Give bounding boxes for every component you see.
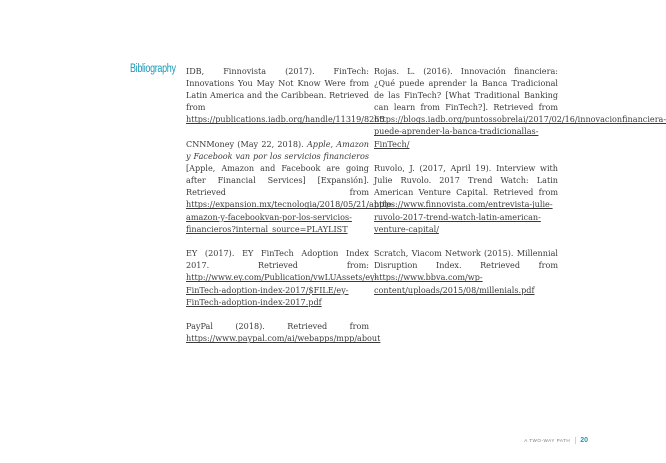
reference-link[interactable]: https://blogs.iadb.org/puntossobrelai/2017/02/16/innovacionfinanciera-puede-aprender-la-banca-tradicionallas-FinTech/	[374, 114, 666, 149]
section-heading: Bibliography	[130, 63, 176, 75]
reference-text: Scratch, Viacom Network (2015). Millennial Disruption Index. Retrieved from	[374, 248, 558, 271]
reference-entry	[374, 162, 558, 235]
reference-link[interactable]: https://expansion.mx/tecnologia/2018/05/21/apple-amazon-y-facebookvan-por-los-servicios-financieros?internal_source=PLAYLIST	[186, 199, 395, 234]
reference-entry	[186, 65, 385, 125]
page-footer	[524, 437, 588, 444]
reference-entry	[186, 320, 381, 344]
reference-link[interactable]: https://www.paypal.com/ai/webapps/mpp/about	[186, 333, 381, 344]
reference-title: Apple, Amazon y Facebook van por los servicios financieros	[186, 138, 369, 162]
reference-entry	[186, 138, 395, 235]
reference-text: IDB, Finnovista (2017). FinTech: Innovations You May Not Know Were from Latin America and the Caribbean. Retrieved from	[186, 66, 369, 113]
reference-text: [Apple, Amazon and Facebook are going after Financial Services] [Expansión]. Retrieved from	[186, 163, 369, 198]
bibliography-left-column	[186, 65, 395, 357]
reference-text: Rojas. L. (2016). Innovación financiera: ¿Qué puede aprender la Banca Tradicional de las FinTech? [What Traditional Banking can learn from FinTech?]. Retrieved from	[374, 66, 558, 113]
reference-text: EY (2017). EY FinTech Adoption Index 2017. Retrieved from:	[186, 248, 369, 271]
reference-entry	[186, 247, 378, 307]
reference-entry	[374, 247, 558, 295]
footer-label: A TWO-WAY PATH	[524, 438, 571, 443]
reference-link[interactable]: https://www.bbva.com/wp-content/uploads/2015/08/millenials.pdf	[374, 272, 535, 295]
reference-entry	[374, 65, 666, 150]
page-number: 20	[575, 437, 588, 444]
reference-link[interactable]: http://www.ey.com/Publication/vwLUAssets/ey-FinTech-adoption-index-2017/$FILE/ey-FinTech-adoption-index-2017.pdf	[186, 272, 378, 307]
reference-text: Ruvolo, J. (2017, April 19). Interview with Julie Ruvolo. 2017 Trend Watch: Latin American Venture Capital. Retrieved from	[374, 163, 558, 198]
reference-text: PayPal (2018). Retrieved from	[186, 321, 369, 332]
bibliography-right-column	[374, 65, 666, 308]
reference-link[interactable]: https://www.finnovista.com/entrevista-julie-ruvolo-2017-trend-watch-latin-american-venture-capital/	[374, 199, 553, 234]
reference-link[interactable]: https://publications.iadb.org/handle/11319/8265	[186, 114, 385, 125]
reference-text: CNNMoney (May 22, 2018).	[186, 138, 307, 149]
